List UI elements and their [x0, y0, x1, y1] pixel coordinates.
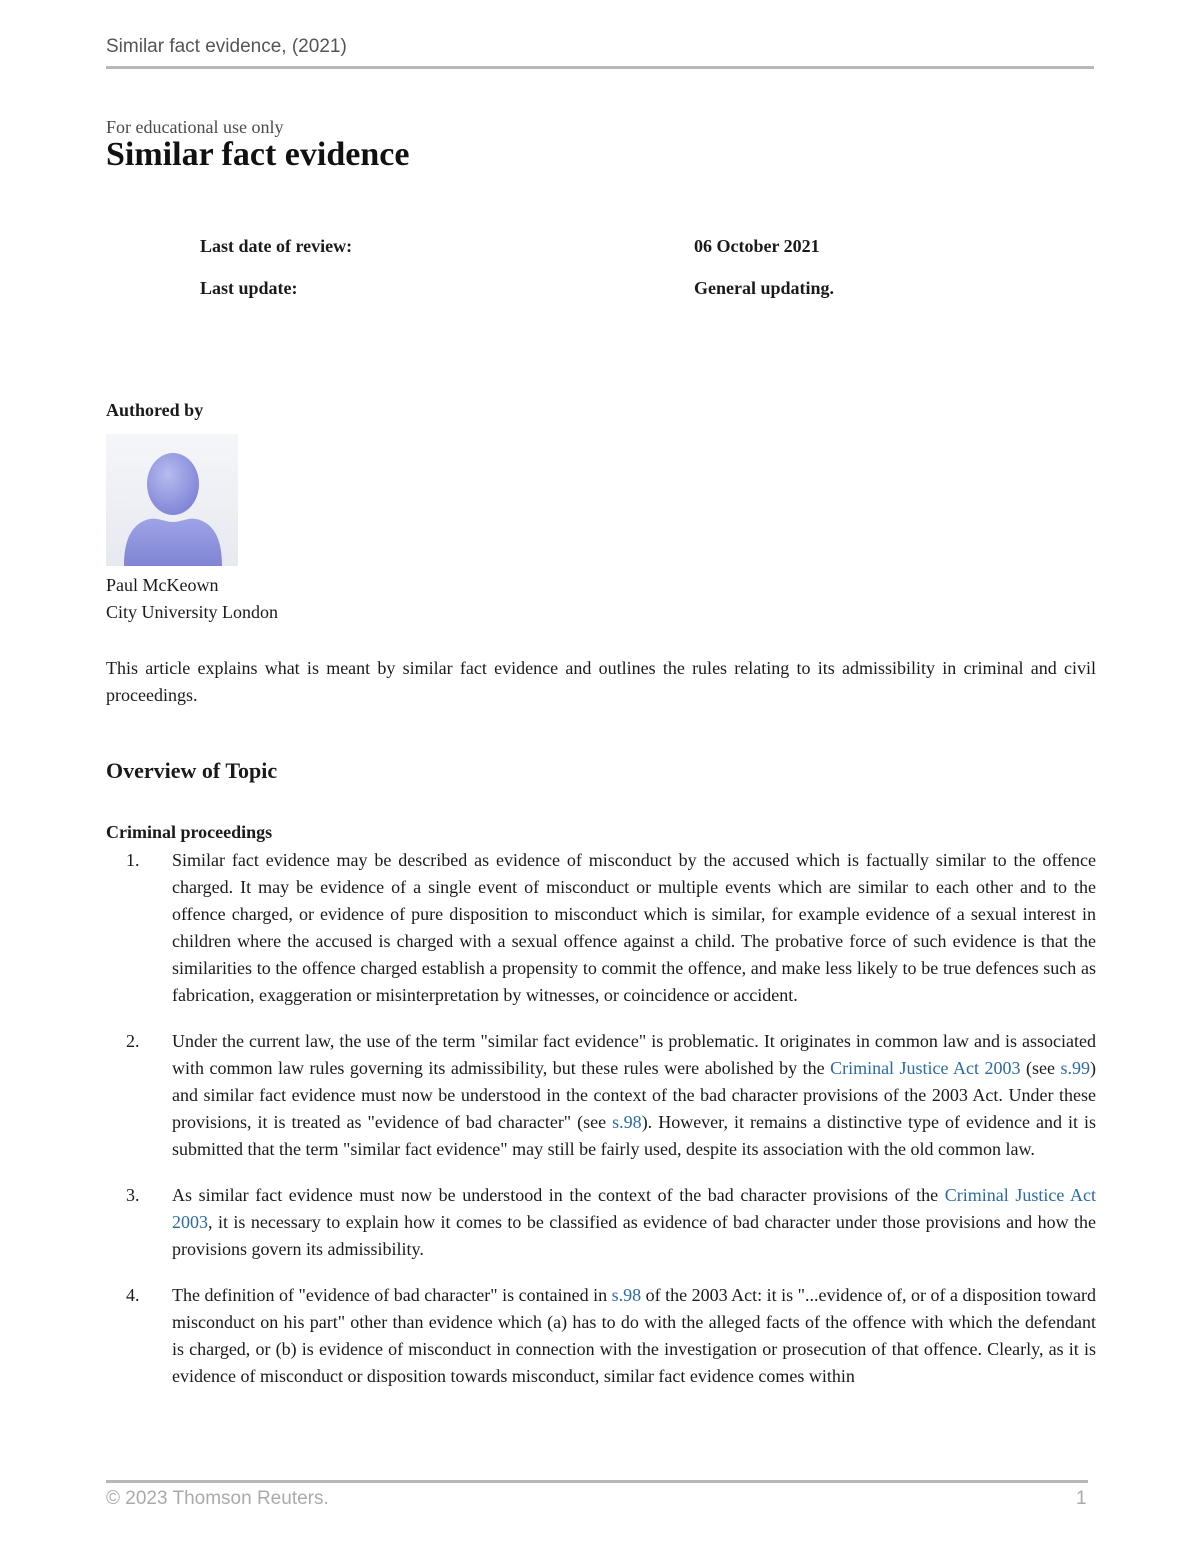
link-s99[interactable]: s.99 — [1060, 1058, 1090, 1078]
numbered-paragraph-list — [106, 847, 1096, 1409]
author-name: Paul McKeown — [106, 575, 219, 595]
item-text: (see — [1020, 1058, 1061, 1078]
meta-label: Last date of review: — [200, 236, 353, 256]
section-heading: Overview of Topic — [106, 758, 278, 783]
item-text: As similar fact evidence must now be understood in the context of the bad character provisions of the — [172, 1185, 945, 1205]
author-affiliation: City University London — [106, 602, 278, 622]
item-text: , it is necessary to explain how it comes to be classified as evidence of bad character under those provisions and how the provisions govern its admissibility. — [172, 1212, 1096, 1259]
item-number: 4. — [126, 1285, 140, 1305]
meta-value: 06 October 2021 — [694, 236, 820, 256]
list-item — [106, 1182, 1096, 1263]
item-number: 1. — [126, 850, 140, 870]
meta-label: Last update: — [200, 278, 298, 298]
item-text: Under the current law, the use of the term "similar fact evidence" is problematic. It originates in common law and is associated with common law rules governing its admissibility, but these rules were abolished by the — [172, 1031, 1096, 1078]
list-item — [106, 847, 1096, 1009]
user-avatar-icon — [106, 434, 238, 566]
copyright-notice: © 2023 Thomson Reuters. — [106, 1488, 329, 1509]
abstract-paragraph: This article explains what is meant by similar fact evidence and outlines the rules relating to its admissibility in criminal and civil proceedings. — [106, 658, 1096, 705]
item-number: 3. — [126, 1185, 140, 1205]
item-text: The definition of "evidence of bad character" is contained in — [172, 1285, 612, 1305]
link-s98[interactable]: s.98 — [612, 1112, 642, 1132]
subheading-criminal-proceedings: Criminal proceedings — [106, 822, 273, 842]
meta-value: General updating. — [694, 278, 835, 298]
authored-by-label: Authored by — [106, 400, 204, 420]
item-number: 2. — [126, 1031, 140, 1051]
footer-divider — [106, 1480, 1088, 1483]
document-title: Similar fact evidence — [106, 136, 410, 173]
item-text: Similar fact evidence may be described as evidence of misconduct by the accused which is factually similar to the offence charged. It may be evidence of a single event of misconduct or multiple events which are similar to each other and to the offence charged, or evidence of pure disposition to misconduct which is similar, for example evidence of a sexual interest in children where the accused is charged with a sexual offence against a child. The probative force of such evidence is that the similarities to the offence charged establish a propensity to commit the offence, and make less likely to be true defences such as fabrication, exaggeration or misinterpretation by witnesses, or coincidence or accident. — [172, 850, 1096, 1005]
item-text: ). However, it remains a distinctive type of evidence and it is submitted that the term "similar fact evidence" may still be fairly used, despite its association with the old common law. — [172, 1112, 1096, 1159]
list-item — [106, 1028, 1096, 1163]
header-divider — [106, 66, 1094, 69]
item-text: of the 2003 Act: it is "...evidence of, or of a disposition toward misconduct on his part" other than evidence which (a) has to do with the alleged facts of the offence with which the defendant is charged, or (b) is evidence of misconduct in connection with the investigation or prosecution of that offence. Clearly, as it is evidence of misconduct or disposition towards misconduct, similar fact evidence comes within — [172, 1285, 1097, 1386]
page-number: 1 — [1076, 1488, 1087, 1509]
educational-use-notice: For educational use only — [106, 117, 284, 137]
link-criminal-justice-act-2003[interactable]: Criminal Justice Act 2003 — [830, 1058, 1021, 1078]
list-item — [106, 1282, 1096, 1390]
item-text: ) and similar fact evidence must now be understood in the context of the bad character provisions of the 2003 Act. Under these provisions, it is treated as "evidence of bad character" (see — [172, 1058, 1096, 1132]
running-header: Similar fact evidence, (2021) — [106, 36, 347, 57]
link-s98[interactable]: s.98 — [611, 1285, 642, 1305]
link-criminal-justice-act-2003[interactable]: Criminal Justice Act 2003 — [172, 1185, 1096, 1232]
